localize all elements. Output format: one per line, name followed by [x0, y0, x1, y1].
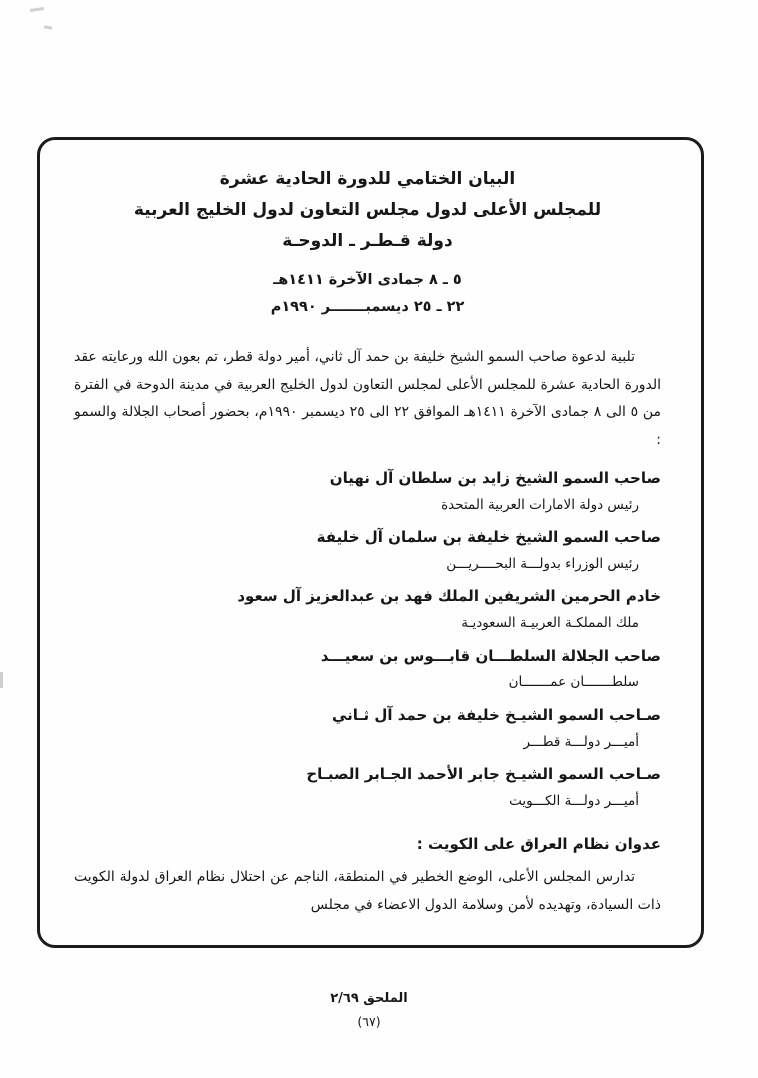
leader-name: صاحب السمو الشيخ زايد بن سلطان آل نهيان — [329, 468, 661, 487]
leader-item — [74, 705, 661, 751]
leader-item — [74, 468, 661, 514]
leader-title: أميـــر دولـــة الكـــويت — [509, 793, 639, 810]
leader-title: سلطـــــــان عمـــــــان — [508, 674, 639, 691]
document-frame — [37, 137, 704, 948]
scan-artifact — [0, 672, 3, 688]
leader-title: ملك المملكـة العربيـة السعوديـة — [461, 615, 639, 632]
title-line-3: دولة قـطـر ـ الدوحـة — [282, 230, 453, 251]
title-line-1: البيان الختامي للدورة الحادية عشرة — [219, 169, 516, 189]
footer-page-number: (٦٧) — [357, 1013, 381, 1029]
scan-artifact — [44, 25, 52, 30]
leader-name: صـاحب السمو الشيـخ خليفة بن حمد آل ثـاني — [331, 705, 661, 724]
document-dates — [74, 267, 661, 322]
leader-title: أميـــر دولـــة قطـــر — [523, 733, 639, 750]
scan-artifact — [30, 7, 44, 12]
date-gregorian: ٢٢ ـ ٢٥ ديسمبـــــــر ١٩٩٠م — [270, 299, 465, 316]
document-title — [74, 164, 661, 257]
title-line-2: للمجلس الأعلى لدول مجلس التعاون لدول الخليج العربية — [133, 199, 602, 220]
leader-name: صاحب الجلالة السلطـــان قابـــوس بن سعيـــد — [320, 646, 661, 665]
section-heading-iraq-aggression: عدوان نظام العراق على الكويت : — [416, 834, 661, 853]
leader-item — [74, 764, 661, 810]
intro-paragraph: تلبية لدعوة صاحب السمو الشيخ خليفة بن حمد آل ثاني، أمير دولة قطر، تم بعون الله ورعايته عقد الدورة الحادية عشرة للمجلس الأعلى لمجلس التعاون لدول الخليج العربية في مدينة الدوحة في الفترة من ٥ الى ٨ جمادى الآخرة ١٤١١هـ الموافق ٢٢ الى ٢٥ ديسمبر ١٩٩٠م، بحضور أصحاب الجلالة والسمو : — [74, 348, 661, 449]
leader-name: صـاحب السمو الشيـخ جابر الأحمد الجـابر الصبـاح — [306, 765, 661, 784]
section-paragraph: تدارس المجلس الأعلى، الوضع الخطير في المنطقة، الناجم عن احتلال نظام العراق لدولة الكويت ذات السيادة، وتهديده لأمن وسلامة الدول الاعضاء في مجلس — [74, 868, 661, 913]
leaders-list — [74, 468, 661, 811]
leader-name: صاحب السمو الشيخ خليفة بن سلمان آل خليفة — [316, 528, 661, 547]
date-hijri: ٥ ـ ٨ جمادى الآخرة ١٤١١هـ — [273, 271, 462, 288]
page-footer — [0, 988, 748, 1033]
leader-title: رئيس الوزراء بدولـــة البحــــريـــن — [446, 555, 639, 572]
footer-attachment-label: الملحق ٢/٦٩ — [330, 991, 408, 1006]
leader-item — [74, 646, 661, 692]
leader-item — [74, 586, 661, 632]
leader-title: رئيس دولة الامارات العربية المتحدة — [441, 496, 639, 513]
leader-name: خادم الحرمين الشريفين الملك فهد بن عبدالعزيز آل سعود — [237, 587, 661, 606]
leader-item — [74, 527, 661, 573]
